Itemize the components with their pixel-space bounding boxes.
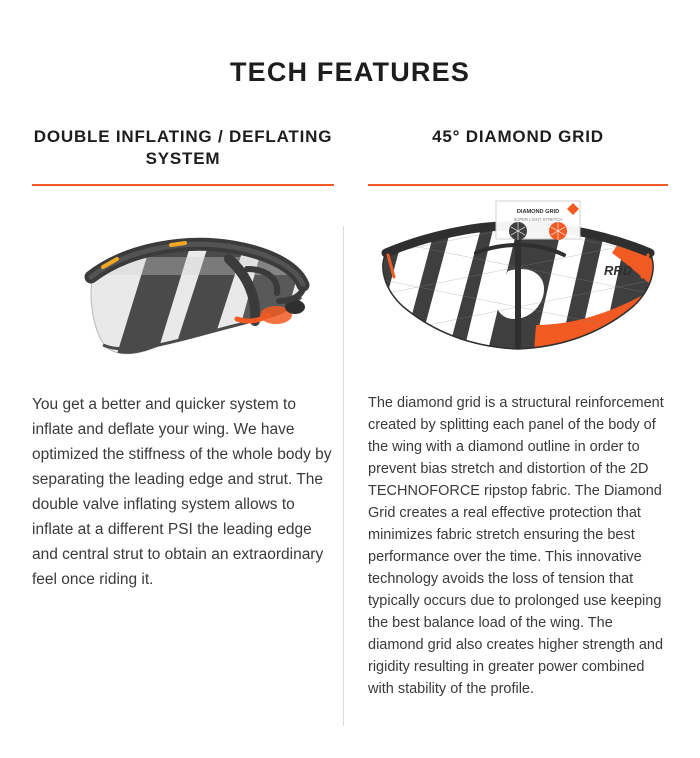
column-diamond-grid: [350, 126, 668, 700]
brand-logo: [604, 263, 633, 278]
wing-diamond-grid-illustration: [368, 192, 668, 382]
column-divider: [343, 226, 344, 726]
svg-text:RRD: RRD: [604, 262, 633, 278]
accent-rule-left: [32, 184, 334, 186]
column-title-left: DOUBLE INFLATING / DEFLATING SYSTEM: [33, 126, 333, 168]
svg-text:DIAMOND GRID: DIAMOND GRID: [516, 208, 560, 215]
diamond-grid-callout: [496, 201, 580, 240]
column-title-right: 45° DIAMOND GRID: [432, 126, 604, 146]
column-body-left: You get a better and quicker system to inflate and deflate your wing. We have optimized the stiffness of the whole body by separating the leading edge and strut. The double valve inflating system allows to inflate at a different PSI the leading edge and central strut to obtain an extraordinary feel once riding it.: [32, 395, 332, 589]
wing-double-inflating-system-illustration: [32, 192, 334, 382]
tech-features-page: [0, 58, 700, 758]
columns-container: [32, 126, 668, 700]
svg-text:SUPER LIGHT STRETCH: SUPER LIGHT STRETCH: [513, 216, 563, 222]
page-title: TECH FEATURES: [229, 57, 471, 87]
accent-rule-right: [368, 184, 668, 186]
column-body-right: The diamond grid is a structural reinforcement created by splitting each panel of the body of the wing with a diamond outline in order to prevent bias stretch and distortion of the 2D TECHNOFORCE ripstop fabric. The Diamond Grid creates a real effective protection that minimizes fabric stretch ensuring the best performance over the time. This innovative technology avoids the loss of tension that typically occurs due to prolonged use keeping the best balance load of the wing. The diamond grid also creates higher strength and rigidity resulting in greater power combined with stability of the profile.: [368, 394, 664, 698]
column-double-inflating-system: [32, 126, 350, 700]
